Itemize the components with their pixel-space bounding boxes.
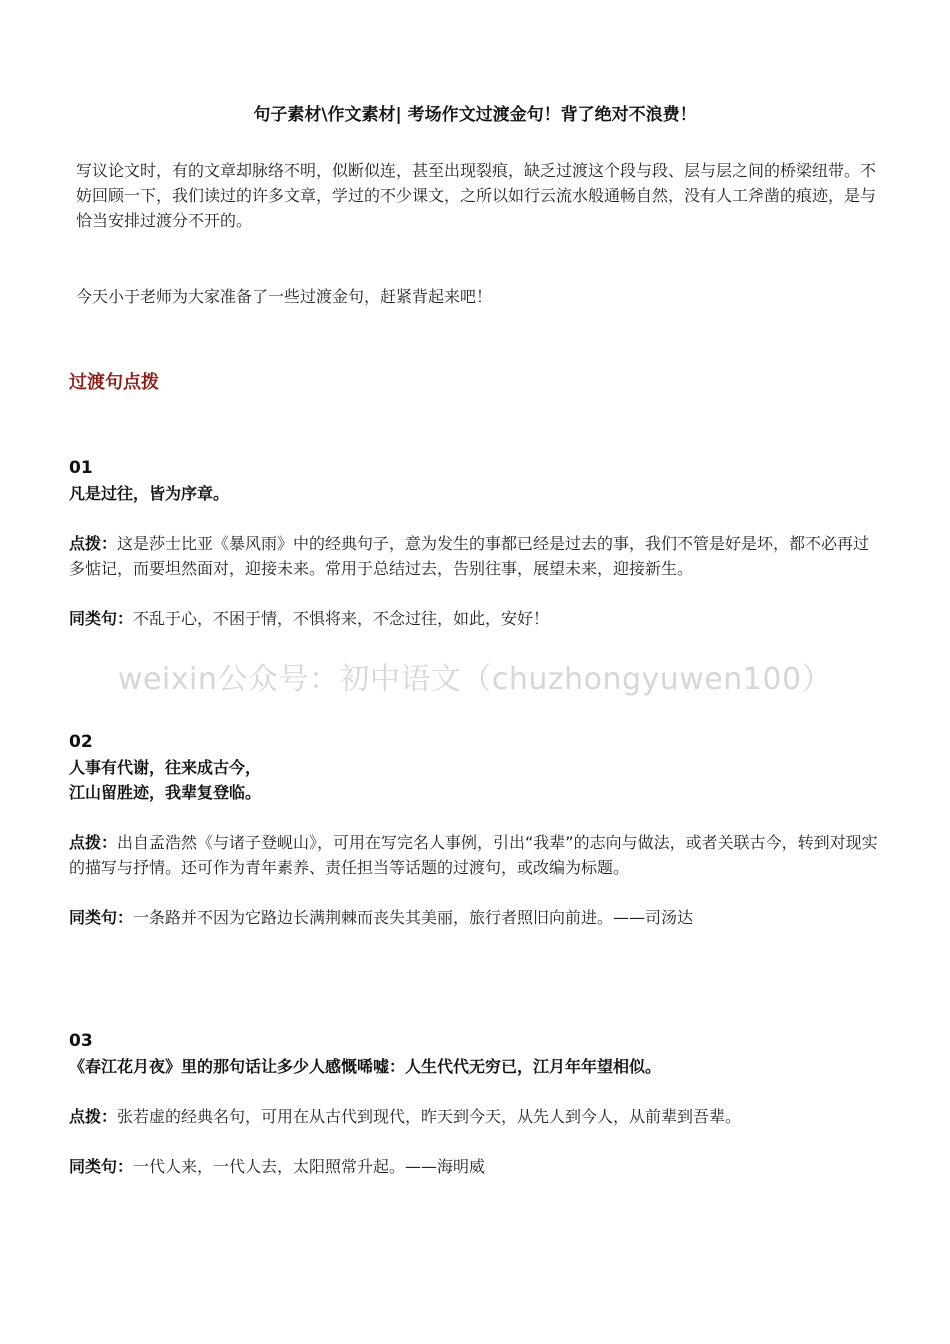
entry-number: 01 (69, 458, 93, 478)
entry-similar (69, 1154, 884, 1179)
quote-line: 凡是过往，皆为序章。 (69, 484, 230, 503)
tip-label: 点拨： (69, 833, 118, 852)
similar-text: 一代人来，一代人去，太阳照常升起。——海明威 (133, 1157, 486, 1176)
similar-label: 同类句： (69, 908, 134, 927)
tip-text: 这是莎士比亚《暴风雨》中的经典句子，意为发生的事都已经是过去的事，我们不管是好是坏，都不必再过多惦记，而要坦然面对，迎接未来。常用于总结过去，告别往事，展望未来，迎接新生。 (69, 534, 870, 578)
entry-number: 03 (69, 1031, 93, 1051)
entry-quote (69, 1054, 884, 1079)
entry (69, 730, 884, 930)
intro-paragraph: 今天小于老师为大家准备了一些过渡金句，赶紧背起来吧！ (76, 287, 493, 306)
tip-text: 张若虚的经典名句，可用在从古代到现代，昨天到今天，从先人到今人，从前辈到吾辈。 (117, 1107, 742, 1126)
entry-tip (69, 531, 884, 581)
quote-line: 人事有代谢，往来成古今， (69, 758, 262, 777)
intro-paragraph: 写议论文时，有的文章却脉络不明，似断似连，甚至出现裂痕，缺乏过渡这个段与段、层与层之间的桥梁纽带。不妨回顾一下，我们读过的许多文章，学过的不少课文，之所以如行云流水般通畅自然，没有人工斧凿的痕迹，是与恰当安排过渡分不开的。 (76, 161, 877, 230)
entry-quote (69, 481, 884, 506)
entry-tip (69, 830, 884, 880)
tip-label: 点拨： (69, 534, 118, 553)
similar-text: 一条路并不因为它路边长满荆棘而丧失其美丽，旅行者照旧向前进。——司汤达 (133, 908, 694, 927)
quote-line: 江山留胜迹，我辈复登临。 (69, 783, 262, 802)
entry-number: 02 (69, 732, 93, 752)
section-heading: 过渡句点拨 (69, 372, 159, 393)
quote-line: 《春江花月夜》里的那句话让多少人感慨唏嘘：人生代代无穷已，江月年年望相似。 (69, 1057, 662, 1076)
entry (69, 1029, 884, 1179)
page-title: 句子素材\作文素材| 考场作文过渡金句！背了绝对不浪费！ (253, 105, 697, 125)
tip-text: 出自孟浩然《与诸子登岘山》，可用在写完名人事例，引出“我辈”的志向与做法，或者关联古今，转到对现实的描写与抒情。还可作为青年素养、责任担当等话题的过渡句，或改编为标题。 (69, 833, 878, 877)
similar-text: 不乱于心，不困于情，不惧将来，不念过往，如此，安好！ (133, 609, 550, 628)
entry-similar (69, 606, 884, 631)
tip-label: 点拨： (69, 1107, 118, 1126)
entry-similar (69, 905, 884, 930)
entry-quote (69, 755, 884, 805)
similar-label: 同类句： (69, 1157, 134, 1176)
similar-label: 同类句： (69, 609, 134, 628)
entry (69, 456, 884, 631)
watermark: weixin公众号：初中语文（chuzhongyuwen100） (117, 662, 833, 697)
entry-tip (69, 1104, 884, 1129)
